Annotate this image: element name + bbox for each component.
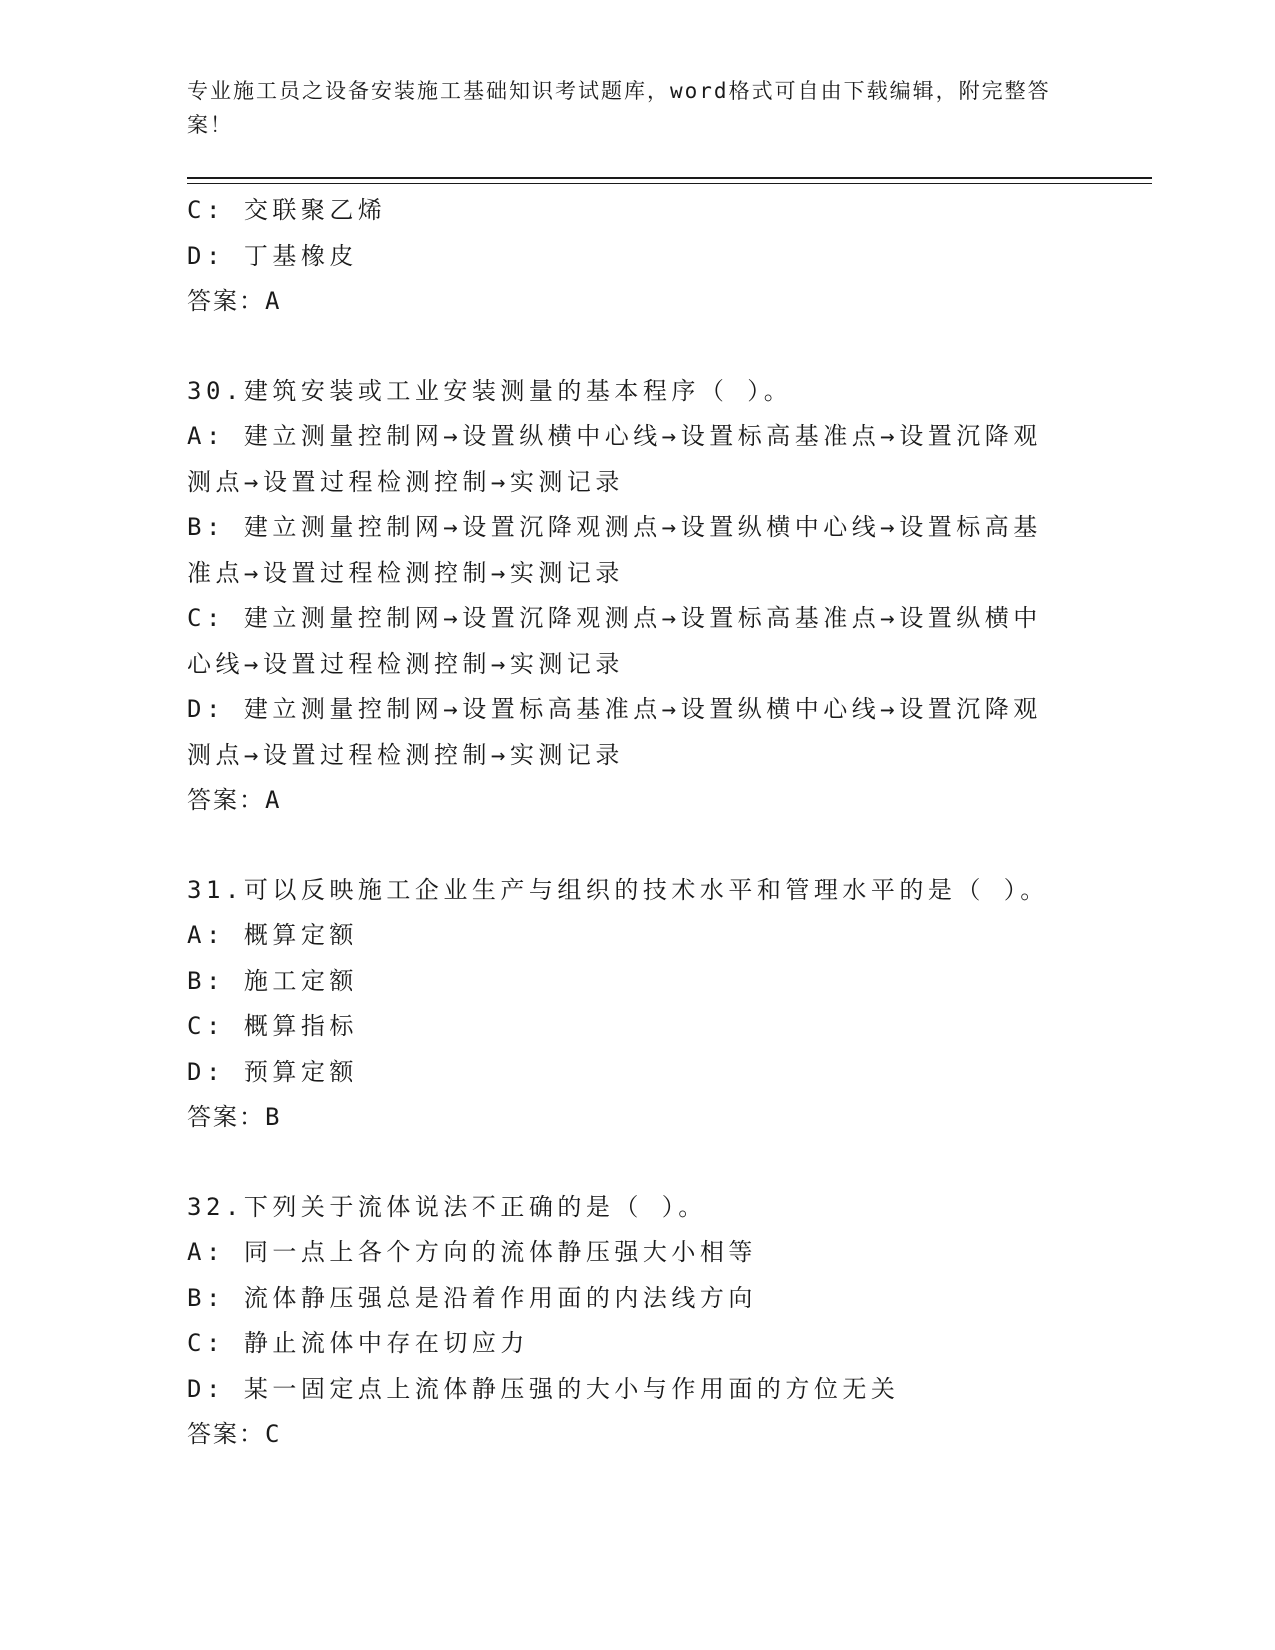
question-spacer [187, 1141, 1067, 1185]
header-divider-thin [187, 183, 1152, 184]
answer-label: 答案： [187, 1420, 265, 1448]
answer-line [187, 1412, 1067, 1458]
option-d: D: 预算定额 [187, 1057, 358, 1086]
answer-label: 答案： [187, 287, 265, 315]
option-c: C: 静止流体中存在切应力 [187, 1329, 529, 1357]
answer-line [187, 778, 1067, 824]
option-c: C: 概算指标 [187, 1012, 358, 1040]
answer-line [187, 279, 1067, 325]
answer-value: C [265, 1420, 280, 1448]
option-b: B: 施工定额 [187, 966, 358, 995]
question-29-continued [187, 188, 1067, 325]
answer-label: 答案： [187, 786, 265, 814]
option-a: A: 概算定额 [187, 921, 358, 949]
answer-label: 答案： [187, 1103, 265, 1131]
option-d: D: 某一固定点上流体静压强的大小与作用面的方位无关 [187, 1374, 900, 1403]
option-c: C: 建立测量控制网→设置沉降观测点→设置标高基准点→设置纵横中心线→设置过程检测控制→实测记录 [187, 604, 1042, 678]
option-b: B: 流体静压强总是沿着作用面的内法线方向 [187, 1283, 757, 1312]
option-a: A: 建立测量控制网→设置纵横中心线→设置标高基准点→设置沉降观测点→设置过程检测控制→实测记录 [187, 422, 1042, 496]
question-30 [187, 369, 1067, 824]
answer-value: A [265, 287, 280, 315]
option-d: D: 丁基橡皮 [187, 241, 358, 270]
answer-line [187, 1095, 1067, 1141]
option-b: B: 建立测量控制网→设置沉降观测点→设置纵横中心线→设置标高基准点→设置过程检测控制→实测记录 [187, 513, 1042, 587]
answer-value: B [265, 1103, 280, 1131]
header-divider-thick [187, 177, 1152, 179]
question-stem: 30.建筑安装或工业安装测量的基本程序（ ）。 [187, 376, 793, 405]
question-31 [187, 868, 1067, 1141]
question-spacer [187, 824, 1067, 868]
answer-value: A [265, 786, 280, 814]
option-d: D: 建立测量控制网→设置标高基准点→设置纵横中心线→设置沉降观测点→设置过程检测控制→实测记录 [187, 695, 1042, 769]
question-stem: 31.可以反映施工企业生产与组织的技术水平和管理水平的是（ ）。 [187, 875, 1049, 904]
option-a: A: 同一点上各个方向的流体静压强大小相等 [187, 1238, 757, 1266]
option-c: C: 交联聚乙烯 [187, 196, 387, 224]
question-spacer [187, 325, 1067, 369]
page-header [187, 74, 1067, 142]
question-content [187, 188, 1067, 1458]
question-32 [187, 1185, 1067, 1458]
header-text: 专业施工员之设备安装施工基础知识考试题库，word格式可自由下载编辑，附完整答案！ [187, 79, 1051, 137]
question-stem: 32.下列关于流体说法不正确的是（ ）。 [187, 1192, 707, 1221]
